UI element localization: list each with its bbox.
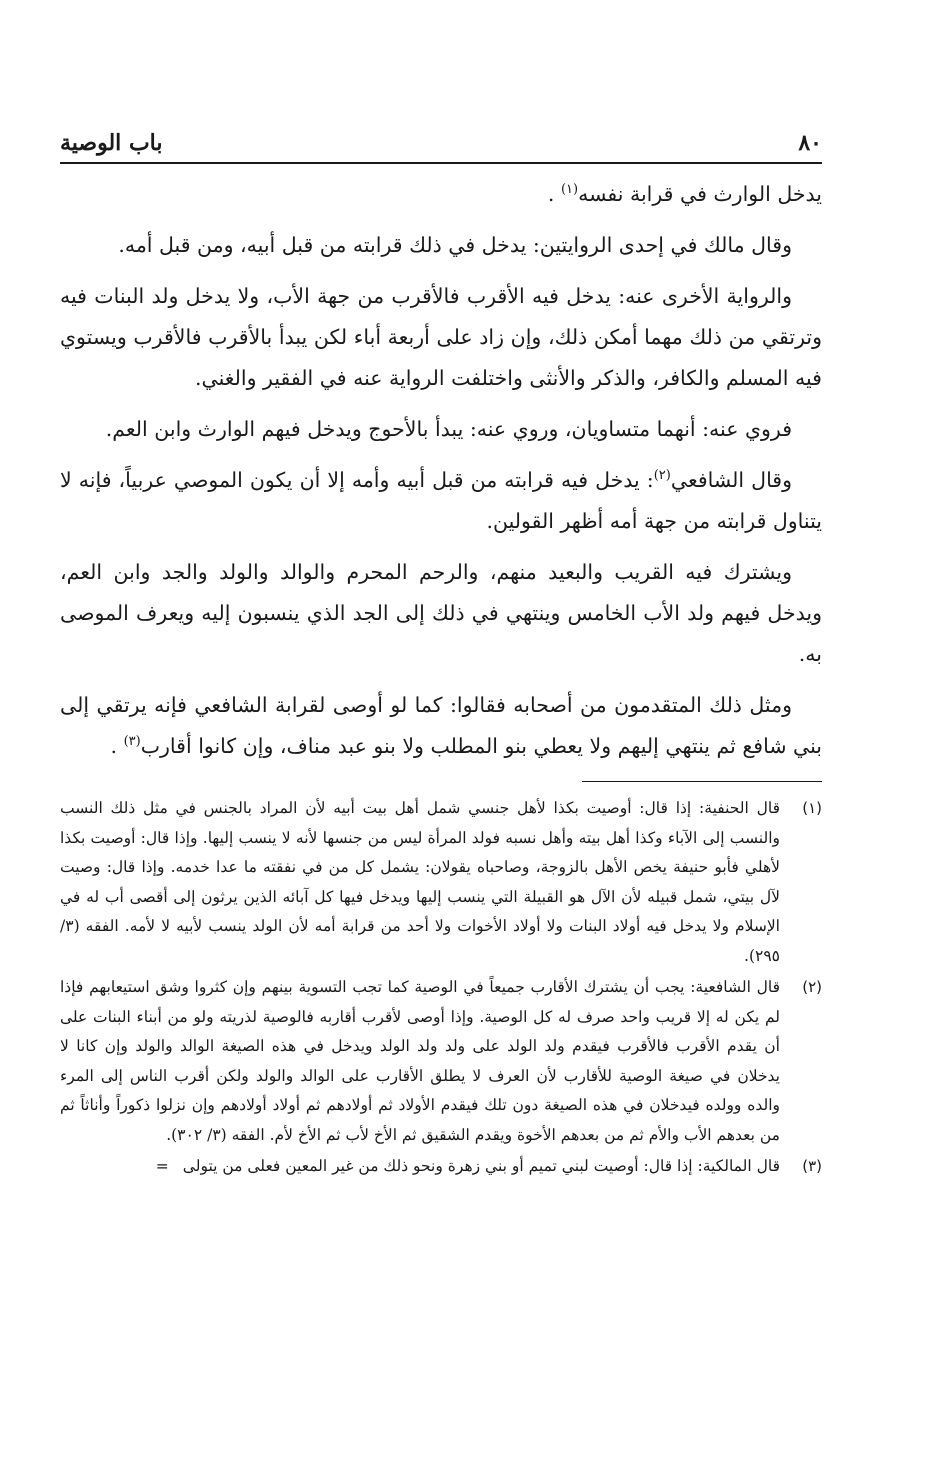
footnote-2 xyxy=(60,973,822,1150)
paragraph-4: فروي عنه: أنهما متساويان، وروي عنه: يبدأ بالأحوج ويدخل فيهم الوارث وابن العم. xyxy=(105,417,792,441)
book-page xyxy=(60,130,822,1184)
footnote-text: قال المالكية: إذا قال: أوصيت لبني تميم أو بني زهرة ونحو ذلك من غير المعين فعلى من يتولى xyxy=(182,1157,780,1175)
main-text xyxy=(60,174,822,767)
paragraph-1-end: . xyxy=(547,182,561,206)
footnote-number: (٢) xyxy=(802,978,822,996)
footnote-ref-2: (٢) xyxy=(653,468,671,484)
paragraph-5 xyxy=(60,460,822,542)
paragraph-7-text: ومثل ذلك المتقدمون من أصحابه فقالوا: كما لو أوصى لقرابة الشافعي فإنه يرتقي إلى بني شافع ثم ينتهي إليهم ولا يعطي بنو المطلب ولا بنو عبد مناف، وإن كانوا أقارب xyxy=(60,693,822,758)
footnote-3 xyxy=(60,1152,822,1182)
footnote-ref-1: (١) xyxy=(560,182,579,198)
continuation-mark: = xyxy=(155,1157,169,1175)
footnotes xyxy=(60,794,822,1182)
paragraph-6: ويشترك فيه القريب والبعيد منهم، والرحم المحرم والوالد والولد والجد وابن العم، ويدخل فيهم ولد الأب الخامس وينتهي في ذلك إلى الجد الذي ينسبون إليه ويعرف الموصى به. xyxy=(60,560,822,666)
footnote-text: قال الحنفية: إذا قال: أوصيت بكذا لأهل جنسي شمل أهل بيت أبيه لأن المراد بالجنس في مثل ذلك النسب والنسب إلى الآباء وكذا أهل بيته وأهل نسبه فولد المرأة ليس من جنسها لأنه لا ينسب إليها. وإذا قال: أوصيت بكذا لأهلي فأبو حنيفة يخص الأهل بالزوجة، وصاحباه يقولان: يشمل كل من في نفقته ما عدا خدمه. وإذا قال: وصيت لآل بيتي، شمل قبيله لأن الآل هو القبيلة التي ينسب إليها ويدخل فيها كل آبائه الذين يرثون إلى أقصى أب له في الإسلام ولا يدخل فيه أولاد البنات ولا أولاد الأخوات ولا أحد من قرابة أمه لأن الولد ينسب لأبيه لا لأمه. الفقه (٣/ ٢٩٥). xyxy=(60,799,780,965)
paragraph-5-start: وقال الشافعي xyxy=(670,468,793,492)
chapter-title: باب الوصية xyxy=(60,130,163,156)
footnote-ref-3: (٣) xyxy=(123,734,141,750)
paragraph-7 xyxy=(60,685,822,767)
footnote-number: (١) xyxy=(802,799,822,817)
paragraph-5-rest: : يدخل فيه قرابته من قبل أبيه وأمه إلا أن يكون الموصي عربياً، فإنه لا يتناول قرابته من جهة أمه أظهر القولين. xyxy=(60,468,822,533)
footnote-body xyxy=(60,1152,780,1182)
paragraph-2: وقال مالك في إحدى الروايتين: يدخل في ذلك قرابته من قبل أبيه، ومن قبل أمه. xyxy=(118,233,792,257)
footnote-separator xyxy=(582,781,822,782)
footnote-text: قال الشافعية: يجب أن يشترك الأقارب جميعاً في الوصية كما تجب التسوية بينهم وإن كثروا وشق استيعابهم فإذا لم يكن له إلا قريب واحد صرف له كل الوصية. وإذا أوصى لأقرب أقاربه فالوصية لذريته ولو من أبناء البنات على أن يقدم الأقرب فالأقرب فيقدم ولد الولد على ولد ولد الولد ويدخل في هذه الصيغة الوالد والولد وإن كانا لا يدخلان في صيغة الوصية للأقارب لأن العرف لا يطلق الأقارب على الوالد والولد ولكن أقرب الناس إلى المرء والده وولده فيدخلان في هذه الصيغة دون تلك فيقدم الأولاد ثم أولادهم ثم أولاد أولادهم وإن نزلوا ذكوراً وأناثاً ثم من بعدهم الأب والأم ثم من بعدهم الأخوة ويقدم الشقيق ثم الأخ لأب ثم الأخ لأم. الفقه (٣/ ٣٠٢). xyxy=(60,978,780,1144)
footnote-1 xyxy=(60,794,822,971)
page-number: ٨٠ xyxy=(798,130,822,156)
paragraph-1 xyxy=(60,174,822,215)
footnote-number: (٣) xyxy=(802,1157,822,1175)
paragraph-3: والرواية الأخرى عنه: يدخل فيه الأقرب فالأقرب من جهة الأب، ولا يدخل ولد البنات فيه وترتقي من ذلك مهما أمكن ذلك، وإن زاد على أربعة أباء لكن يبدأ بالأقرب فالأقرب ويستوي فيه المسلم والكافر، والذكر والأنثى واختلفت الرواية عنه في الفقير والغني. xyxy=(60,284,822,390)
running-head xyxy=(60,130,822,164)
paragraph-1-text: يدخل الوارث في قرابة نفسه xyxy=(578,182,822,206)
paragraph-7-end: . xyxy=(110,734,124,758)
